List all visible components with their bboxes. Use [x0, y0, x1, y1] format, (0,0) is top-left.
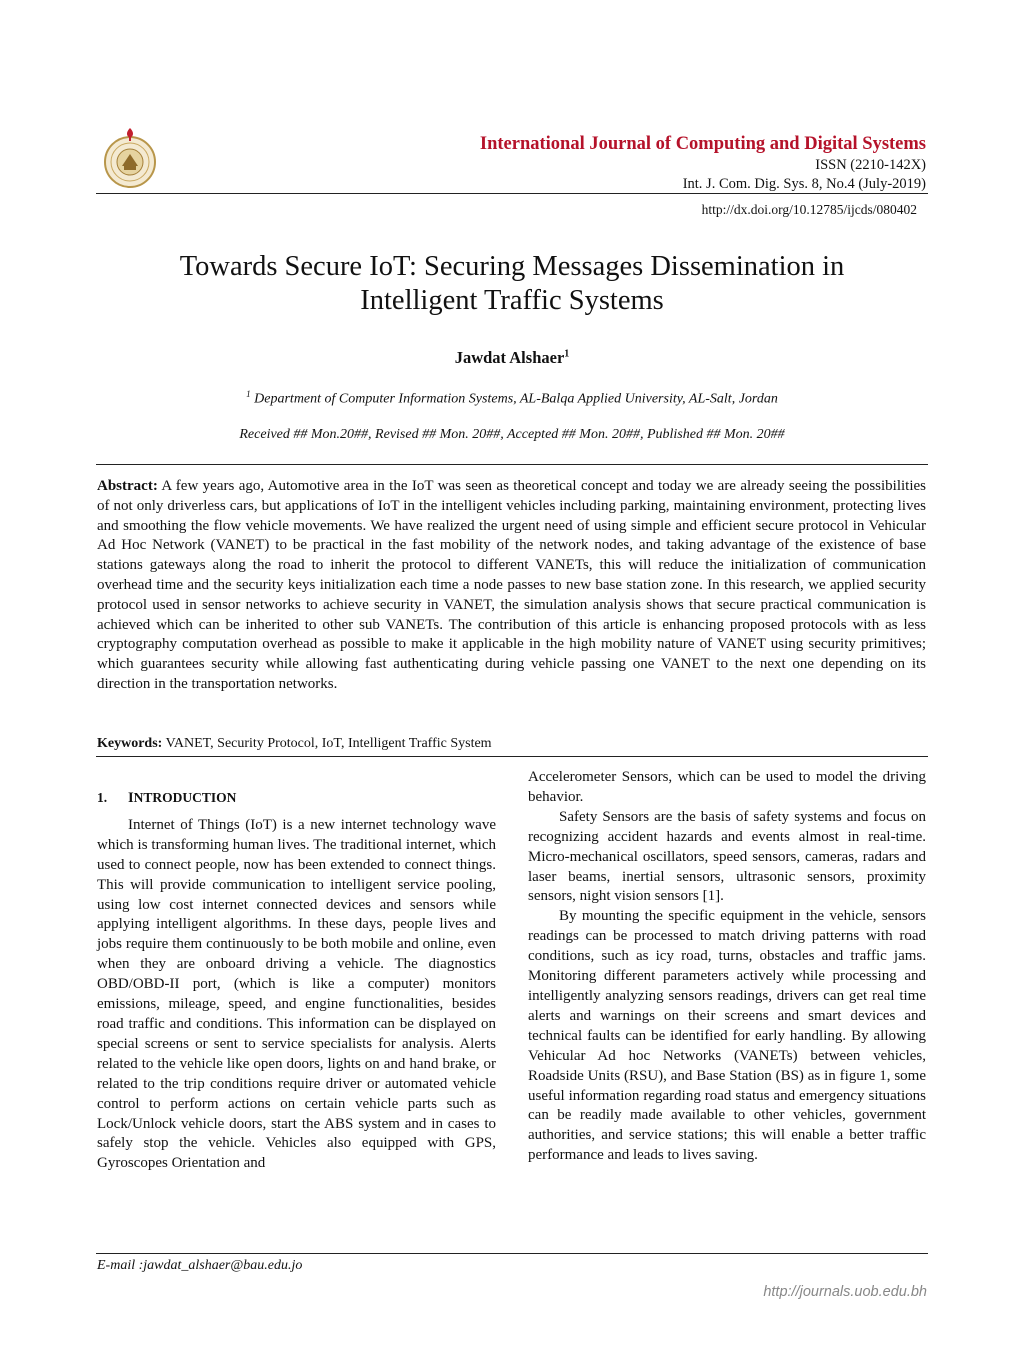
doi-link[interactable]: http://dx.doi.org/10.12785/ijcds/080402 [701, 202, 917, 217]
abstract-top-rule [96, 464, 928, 465]
body-right-column [528, 768, 926, 1166]
section-title-initial: I [128, 790, 134, 806]
title-line-1: Towards Secure IoT: Securing Messages Dissemination in [179, 251, 845, 282]
paragraph: Internet of Things (IoT) is a new internet technology wave which is transforming human lives. The traditional internet, which used to connect people, now has been extended to connect things. This will provide communication to intelligent service pooling, using low cost internet connected devices and sensors while applying intelligent algorithms. In these days, people lives and jobs require them continuously to be both mobile and online, even when they are onboard driving a vehicle. The diagnostics OBD/OBD-II port, (which is like a computer) monitors emissions, mileage, speed, and engine functionalities, besides road traffic and conditions. This information can be displayed on special screens or sent to service specialists for analysis. Alerts related to the vehicle like open doors, lights on and hand brake, or related to the trip conditions require driver or automated vehicle control to perform actions on certain vehicle parts such as Lock/Unlock vehicle doors, start the ABS system and in cases to safely stop the vehicle. Vehicles also equipped with GPS, Gyroscopes Orientation and [97, 816, 496, 1172]
paragraph: Accelerometer Sensors, which can be used to model the driving behavior. [528, 769, 926, 805]
university-seal-logo [100, 124, 160, 190]
keywords [97, 736, 492, 752]
footer-rule [96, 1253, 928, 1254]
abstract-text: A few years ago, Automotive area in the IoT was seen as theoretical concept and today we are already seeing the possibilities of not only driverless cars, but applications of IoT in the intelligent vehicles including parking, maintaining environment, protecting lives and smoothing the flow vehicle movements. We have realized the urgent need of using simple and efficient secure protocol in Vehicular Ad Hoc Network (VANET) to be practical in the fast mobility of the network nodes, and taking advantage of the existence of base stations gateways along the road to inherit the protocol to different VANETs, this will reduce the initialization of communication overhead time and the security keys initialization each time a node passes to new base station zone. In this research, we applied security protocol used in sensor networks to achieve security in VANET, the simulation analysis shows that secure practical communication is achieved which can be inherited to other sub VANETs. The contribution of this article is enhancing proposed protocols with as less cryptography computation overhead as possible to make it applicable in the high mobility nature of VANET using security primitives; which guarantees security while allowing fast authenticating during vehicle passing one VANET to the next one depending on its direction in the transportation networks. [97, 478, 926, 692]
paragraph: By mounting the specific equipment in the vehicle, sensors readings can be processed to match driving patterns with road conditions, such as icy road, turns, obstacles and traffic jams. Monitoring different parameters actively while processing and intelligently analyzing sensors readings, drivers can get real time alerts and warnings on their screens and smart devices and technical faults can be identified for early handling. By allowing Vehicular Ad hoc Networks (VANETs) between vehicles, Roadside Units (RSU), and Base Station (BS) as in figure 1, some useful information regarding road status and emergency situations can be readily made available to other vehicles, government authorities, and service stations; this will enable a better traffic performance and leads to lives saving. [528, 908, 926, 1164]
abstract-label: Abstract: [97, 478, 158, 494]
author-email[interactable]: E-mail :jawdat_alshaer@bau.edu.jo [97, 1258, 303, 1273]
affiliation-text: Department of Computer Information Systems, AL-Balqa Applied University, AL-Salt, Jordan [254, 391, 778, 407]
paper-title [60, 250, 964, 318]
keywords-text: VANET, Security Protocol, IoT, Intelligent Traffic System [165, 736, 492, 751]
body-left-column [97, 788, 496, 1174]
journal-url[interactable]: http://journals.uob.edu.bh [763, 1284, 927, 1300]
keywords-bottom-rule [96, 756, 928, 757]
keywords-label: Keywords: [97, 736, 163, 751]
author-name [0, 348, 1024, 368]
journal-name: International Journal of Computing and Digital Systems [479, 134, 926, 154]
author-affiliation [0, 389, 1024, 408]
section-heading [97, 788, 496, 809]
author-name-text: Jawdat Alshaer [454, 348, 565, 367]
publication-dates: Received ## Mon.20##, Revised ## Mon. 20##, Accepted ## Mon. 20##, Published ## Mon. 20## [239, 427, 785, 442]
title-line-2: Intelligent Traffic Systems [360, 285, 664, 316]
header-rule [96, 193, 928, 194]
section-title-rest: NTRODUCTION [133, 790, 237, 805]
author-affiliation-mark: 1 [564, 348, 570, 360]
affiliation-mark: 1 [246, 389, 251, 399]
journal-citation: Int. J. Com. Dig. Sys. 8, No.4 (July-2019) [682, 176, 926, 192]
paragraph: Safety Sensors are the basis of safety systems and focus on recognizing accident hazards and events almost in real-time. Micro-mechanical oscillators, speed sensors, cameras, radars and laser beams, inertial sensors, ultrasonic sensors, proximity sensors, night vision sensors [1]. [528, 808, 926, 905]
section-number: 1. [97, 790, 108, 805]
abstract [97, 477, 926, 695]
journal-issn: ISSN (2210-142X) [815, 157, 926, 173]
